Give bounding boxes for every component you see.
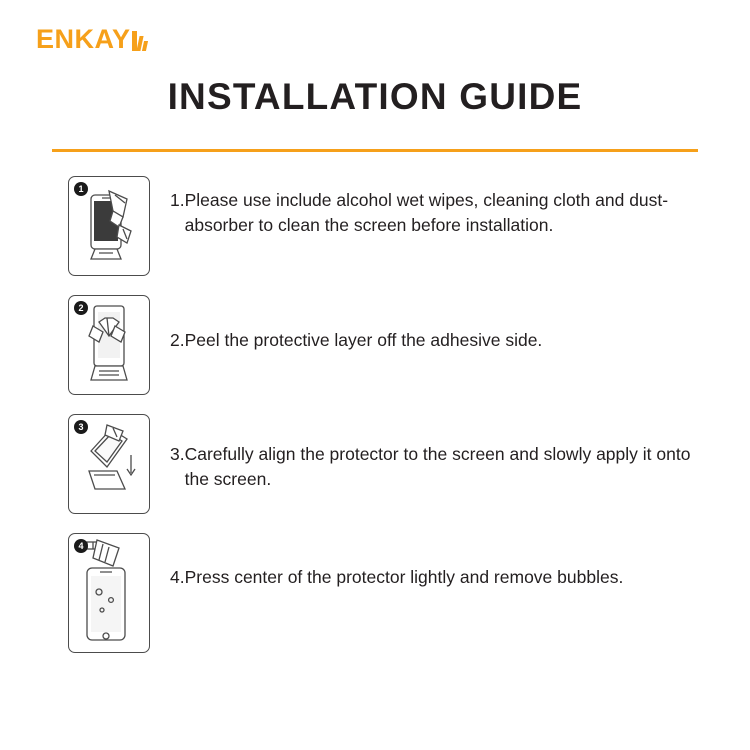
step-1-badge: 1 bbox=[74, 182, 88, 196]
brand-name: ENKAY bbox=[36, 24, 131, 54]
brand-bars-icon bbox=[132, 29, 148, 51]
step-1-number: 1. bbox=[170, 190, 185, 210]
step-4-illustration bbox=[68, 533, 150, 653]
brand-logo bbox=[36, 26, 148, 53]
step-2-illustration bbox=[68, 295, 150, 395]
step-2-body: Peel the protective layer off the adhesive side. bbox=[184, 330, 543, 350]
step-3-illustration bbox=[68, 414, 150, 514]
step-3-text bbox=[170, 414, 702, 493]
title-divider bbox=[52, 149, 698, 152]
step-3-body: Carefully align the protector to the screen and slowly apply it onto the screen. bbox=[184, 444, 691, 490]
list-item bbox=[0, 176, 750, 276]
list-item bbox=[0, 414, 750, 514]
step-4-body: Press center of the protector lightly and remove bubbles. bbox=[184, 567, 624, 587]
step-4-text bbox=[170, 533, 623, 590]
step-2-text bbox=[170, 295, 542, 353]
page-title: INSTALLATION GUIDE bbox=[167, 76, 583, 117]
step-4-badge: 4 bbox=[74, 539, 88, 553]
step-1-body: Please use include alcohol wet wipes, cleaning cloth and dust-absorber to clean the screen before installation. bbox=[184, 190, 669, 236]
step-1-illustration bbox=[68, 176, 150, 276]
step-2-number: 2. bbox=[170, 330, 185, 350]
list-item bbox=[0, 295, 750, 395]
step-2-badge: 2 bbox=[74, 301, 88, 315]
step-3-number: 3. bbox=[170, 444, 185, 464]
steps-list bbox=[0, 176, 750, 672]
list-item bbox=[0, 533, 750, 653]
step-3-badge: 3 bbox=[74, 420, 88, 434]
step-1-text bbox=[170, 176, 702, 239]
step-4-number: 4. bbox=[170, 567, 185, 587]
